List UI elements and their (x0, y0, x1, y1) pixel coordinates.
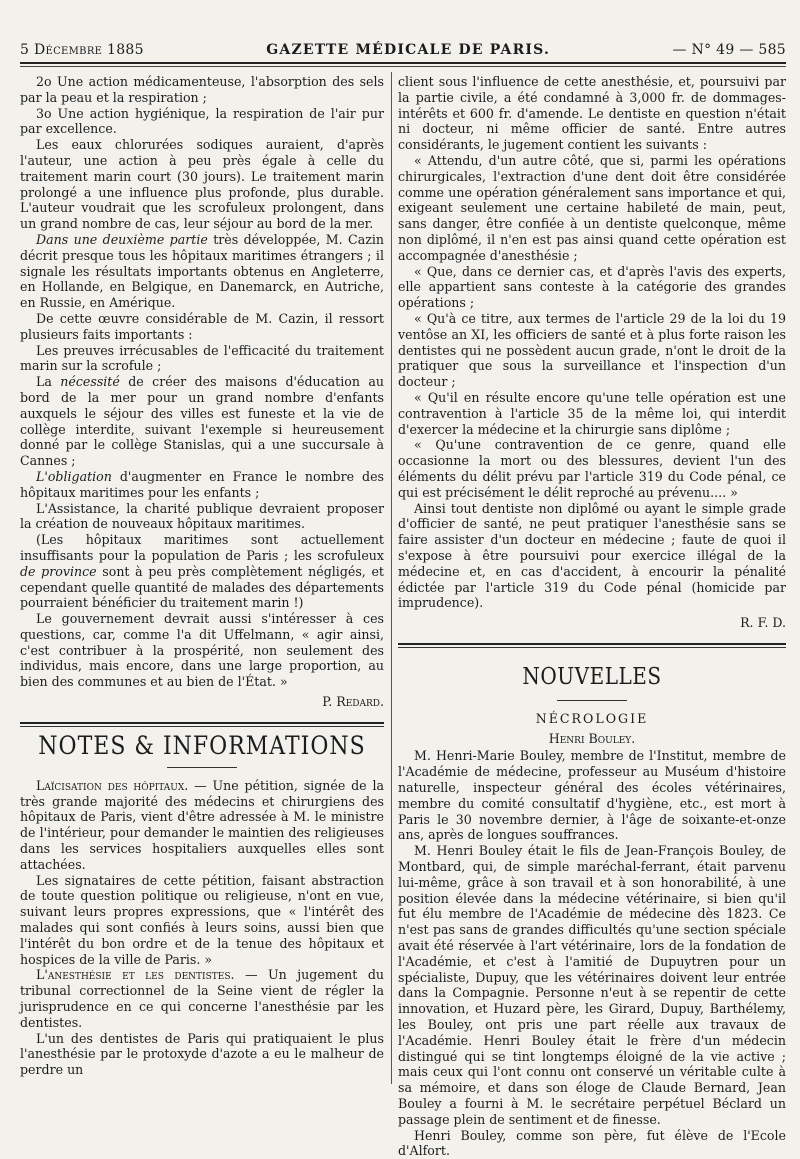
section-rule (398, 643, 786, 648)
obituary-name: Henri Bouley. (548, 730, 636, 746)
column-divider (391, 72, 392, 1084)
italic-text: L'obligation (36, 468, 112, 484)
text: — Un jugement du tribunal correctionnel de la Seine vient de régler la jurisprudence en ce qui concerne l'anesthésie par les dentistes. (20, 967, 384, 1030)
newspaper-page (20, 36, 786, 1159)
paragraph (20, 532, 384, 611)
header-date: 5 Décembre 1885 (20, 42, 144, 58)
paragraph (20, 232, 384, 311)
short-rule (167, 767, 237, 768)
text: — Une pétition, signée de la très grande majorité des médecins et chirurgiens des hôpitaux de Paris, vient d'être adressée à M. le ministre de l'intérieur, pour demander le maintien des religieuses dans les services hospitaliers auxquelles elles sont attachées. (20, 777, 384, 872)
paragraph: De cette œuvre considérable de M. Cazin, il ressort plusieurs faits importants : (20, 310, 384, 342)
header-rule-thin (20, 66, 786, 67)
left-column (20, 74, 384, 1078)
paragraph (20, 374, 384, 469)
paragraph: « Qu'une contravention de ce genre, quand elle occasionne la mort ou des blessures, devient l'un des éléments du délit prévu par l'article 319 du Code pénal, ce qui est précisément le délit reproché au prévenu.... » (398, 437, 786, 500)
signature: P. Redard. (322, 694, 384, 710)
paragraph (20, 778, 384, 873)
italic-text: de province (20, 563, 97, 579)
paragraph: Les preuves irrécusables de l'efficacité du traitement marin sur la scrofule ; (20, 342, 384, 374)
news-heading: L'anesthésie et les dentistes. (36, 967, 235, 983)
text: sont à peu près complètement négligés, et cependant quelle quantité de malades des départements pourraient bénéficier du traitement marin !) (20, 563, 384, 611)
paragraph: Henri Bouley, comme son père, fut élève de l'Ecole d'Alfort. (398, 1127, 786, 1159)
text: d'augmenter en France le nombre des hôpitaux maritimes pour les enfants ; (20, 468, 384, 500)
paragraph: « Qu'il en résulte encore qu'une telle opération est une contravention à l'article 35 de la même loi, qui interdit d'exercer la médecine et la chirurgie sans diplôme ; (398, 389, 786, 437)
paragraph: Les signataires de cette pétition, faisant abstraction de toute question politique ou religieuse, n'ont en vue, suivant leurs propres expressions, que « l'intérêt des malades qui sont confiés à leurs soins, aussi bien que l'intérêt du bon ordre et de la tenue des hôpitaux et hospices de la ville de Paris. » (20, 872, 384, 967)
paragraph: client sous l'influence de cette anesthésie, et, poursuivi par la partie civile, a été condamné à 3,000 fr. de dommages-intérêts et 600 fr. d'amende. Le dentiste en question n'était ni docteur, ni même officier de santé. Entre autres considérants, le jugement contient les suivants : (398, 74, 786, 153)
paragraph: 3o Une action hygiénique, la respiration de l'air pur par excellence. (20, 105, 384, 137)
text: La (36, 374, 61, 390)
paragraph (20, 469, 384, 501)
header-rule (20, 62, 786, 64)
paragraph: L'un des dentistes de Paris qui pratiquaient le plus l'anesthésie par le protoxyde d'azote a eu le malheur de perdre un (20, 1030, 384, 1078)
italic-text: nécessité (60, 374, 120, 390)
section-title-notes: NOTES & INFORMATIONS (38, 731, 366, 761)
section-title-nouvelles: NOUVELLES (522, 662, 662, 690)
paragraph: M. Henri Bouley était le fils de Jean-François Bouley, de Montbard, qui, de simple maréchal-ferrant, était parvenu lui-même, grâce à son travail et à son honorabilité, à une position élevée dans la médecine vétérinaire, si bien qu'il fut élu membre de l'Académie de médecine dès 1823. Ce n'est pas sans de grandes difficultés qu'une section spéciale avait été réservée à l'art vétérinaire, lors de la fondation de l'Académie, et c'est à l'amitié de Dupuytren pour un spécialiste, Dupuy, que les vétérinaires doivent leur entrée dans la Compagnie. Personne n'eut à se repentir de cette innovation, et Huzard père, les Girard, Dupuy, Barthélemy, les Bouley, ont pris une part réelle aux travaux de l'Académie. Henri Bouley était le frère d'un médecin distingué qui se tint longtemps éloigné de la vie active ; mais ceux qui l'ont connu ont conservé un véritable culte à sa mémoire, et dans son éloge de Claude Bernard, Jean Bouley a fourni à M. le secrétaire perpétuel Béclard un passage plein de sentiment et de finesse. (398, 843, 786, 1127)
paragraph: « Qu'à ce titre, aux termes de l'article 29 de la loi du 19 ventôse an XI, les officiers de santé et à plus forte raison les dentistes qui ne possèdent aucun grade, n'ont le droit de la pratiquer que sous la surveillance et l'inspection d'un docteur ; (398, 310, 786, 390)
text: (Les hôpitaux maritimes sont actuellement insuffisants pour la population de Paris ; les scrofuleux (20, 532, 384, 563)
paragraph: Ainsi tout dentiste non diplômé ou ayant le simple grade d'officier de santé, ne peut pratiquer l'anesthésie sans se faire assister d'un docteur en médecine ; faute de quoi il s'expose à être poursuivi pour exercice illégal de la médecine et, en cas d'accident, à encourir la pénalité édictée par l'article 319 du Code pénal (homicide par imprudence). (398, 500, 786, 611)
signature: R. F. D. (740, 615, 786, 631)
right-column (398, 74, 786, 1159)
header-title: GAZETTE MÉDICALE DE PARIS. (266, 42, 551, 58)
paragraph: M. Henri-Marie Bouley, membre de l'Institut, membre de l'Académie de médecine, professeur au Muséum d'histoire naturelle, inspecteur général des écoles vétérinaires, membre du comité consultatif d'hygiène, etc., est mort à Paris le 30 novembre dernier, à l'âge de soixante-et-onze ans, après de longues souffrances. (398, 748, 786, 843)
news-heading: Laïcisation des hôpitaux. (36, 777, 189, 793)
text: très développée, M. Cazin décrit presque tous les hôpitaux maritimes étrangers ; il signale les résultats importants obtenus en Angleterre, en Hollande, en Belgique, en Danemarck, en Autriche, en Russie, en Amérique. (20, 231, 384, 311)
short-rule (557, 700, 627, 701)
paragraph: L'Assistance, la charité publique devraient proposer la création de nouveaux hôpitaux maritimes. (20, 500, 384, 532)
section-rule (20, 722, 384, 727)
paragraph (20, 967, 384, 1030)
paragraph: 2o Une action médicamenteuse, l'absorption des sels par la peau et la respiration ; (20, 74, 384, 105)
paragraph: Les eaux chlorurées sodiques auraient, d'après l'auteur, une action à peu près égale à celle du traitement marin court (30 jours). Le traitement marin prolongé a une influence plus profonde, plus durable. L'auteur voudrait que les scrofuleux prolongent, dans un grand nombre de cas, leur séjour au bord de la mer. (20, 137, 384, 232)
text: de créer des maisons d'éducation au bord de la mer pour un grand nombre d'enfants auxquels le séjour des villes est funeste et la vie de collège interdite, suivant l'exemple si heureusement donné par le collège Stanislas, qui a une succursale à Cannes ; (20, 374, 384, 469)
paragraph: « Attendu, d'un autre côté, que si, parmi les opérations chirurgicales, l'extraction d'une dent doit être considérée comme une opération généralement sans importance et qui, exigeant seulement une certaine habileté de main, peut, sans danger, être confiée à un dentiste quelconque, même non diplômé, il n'en est pas ainsi quand cette opération est accompagnée d'anesthésie ; (398, 152, 786, 263)
paragraph: Le gouvernement devrait aussi s'intéresser à ces questions, car, comme l'a dit Uffelmann, « agir ainsi, c'est contribuer à la prospérité, non seulement des individus, mais encore, dans une large proportion, au bien des communes et au bien de l'État. » (20, 611, 384, 690)
paragraph: « Que, dans ce dernier cas, et d'après l'avis des experts, elle appartient sans conteste à la catégorie des grandes opérations ; (398, 263, 786, 311)
header-page-number: — N° 49 — 585 (672, 42, 786, 58)
subsection-title: NÉCROLOGIE (535, 710, 649, 726)
italic-text: Dans une deuxième partie (36, 231, 208, 247)
page-header (20, 36, 786, 58)
